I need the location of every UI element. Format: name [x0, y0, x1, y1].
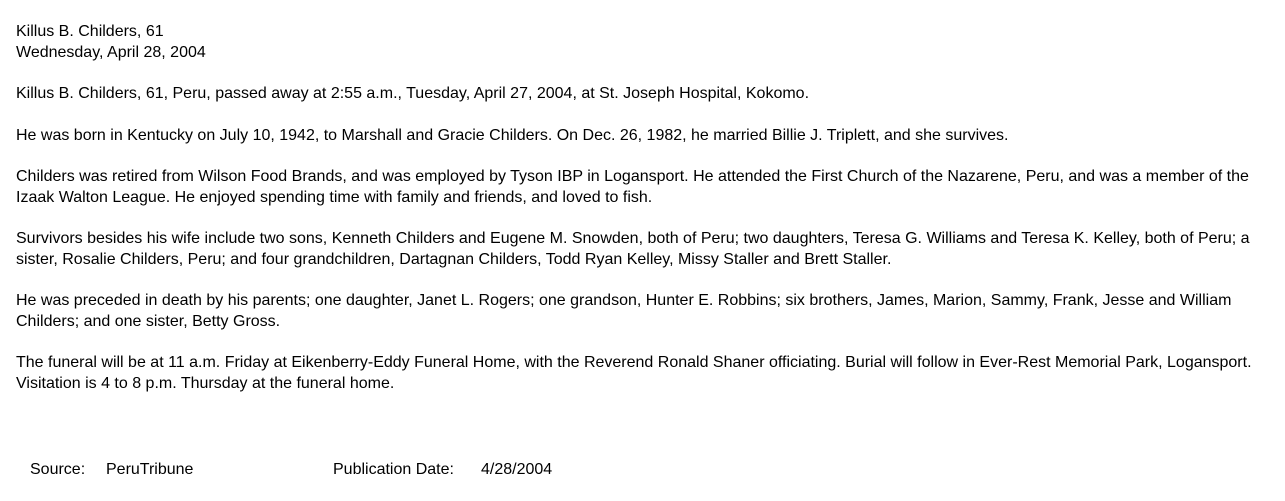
obituary-date: Wednesday, April 28, 2004 — [16, 43, 206, 61]
source-footer — [30, 460, 552, 480]
paragraph-preceded: He was preceded in death by his parents; one daughter, Janet L. Rogers; one grandson, Hunter E. Robbins; six brothers, James, Marion, Sammy, Frank, Jesse and William Childers; and one sister, Betty Gross. — [16, 292, 1232, 330]
paragraph-career: Childers was retired from Wilson Food Brands, and was employed by Tyson IBP in Logansport. He attended the First Church of the Nazarene, Peru, and was a member of the Izaak Walton League. He enjoyed spending time with family and friends, and loved to fish. — [16, 168, 1249, 206]
source-value: PeruTribune — [106, 461, 194, 478]
paragraph-funeral: The funeral will be at 11 a.m. Friday at Eikenberry-Eddy Funeral Home, with the Reverend Ronald Shaner officiating. Burial will follow in Ever-Rest Memorial Park, Logansport. Visitation is 4 to 8 p.m. Thursday at the funeral home. — [16, 354, 1252, 392]
obituary-title: Killus B. Childers, 61 — [16, 23, 164, 40]
paragraph-birth-marriage: He was born in Kentucky on July 10, 1942, to Marshall and Gracie Childers. On Dec. 26, 1982, he married Billie J. Triplett, and she survives. — [16, 126, 1009, 144]
paragraph-survivors: Survivors besides his wife include two sons, Kenneth Childers and Eugene M. Snowden, both of Peru; two daughters, Teresa G. Williams and Teresa K. Kelley, both of Peru; a sister, Rosalie Childers, Peru; and four grandchildren, Dartagnan Childers, Todd Ryan Kelley, Missy Staller and Brett Staller. — [16, 230, 1250, 268]
publication-date-label: Publication Date: — [333, 461, 454, 478]
paragraph-death-notice: Killus B. Childers, 61, Peru, passed away at 2:55 a.m., Tuesday, April 27, 2004, at St. Joseph Hospital, Kokomo. — [16, 85, 810, 102]
source-label: Source: — [30, 461, 86, 478]
obituary-document — [16, 22, 1274, 394]
publication-date-value: 4/28/2004 — [481, 461, 553, 478]
